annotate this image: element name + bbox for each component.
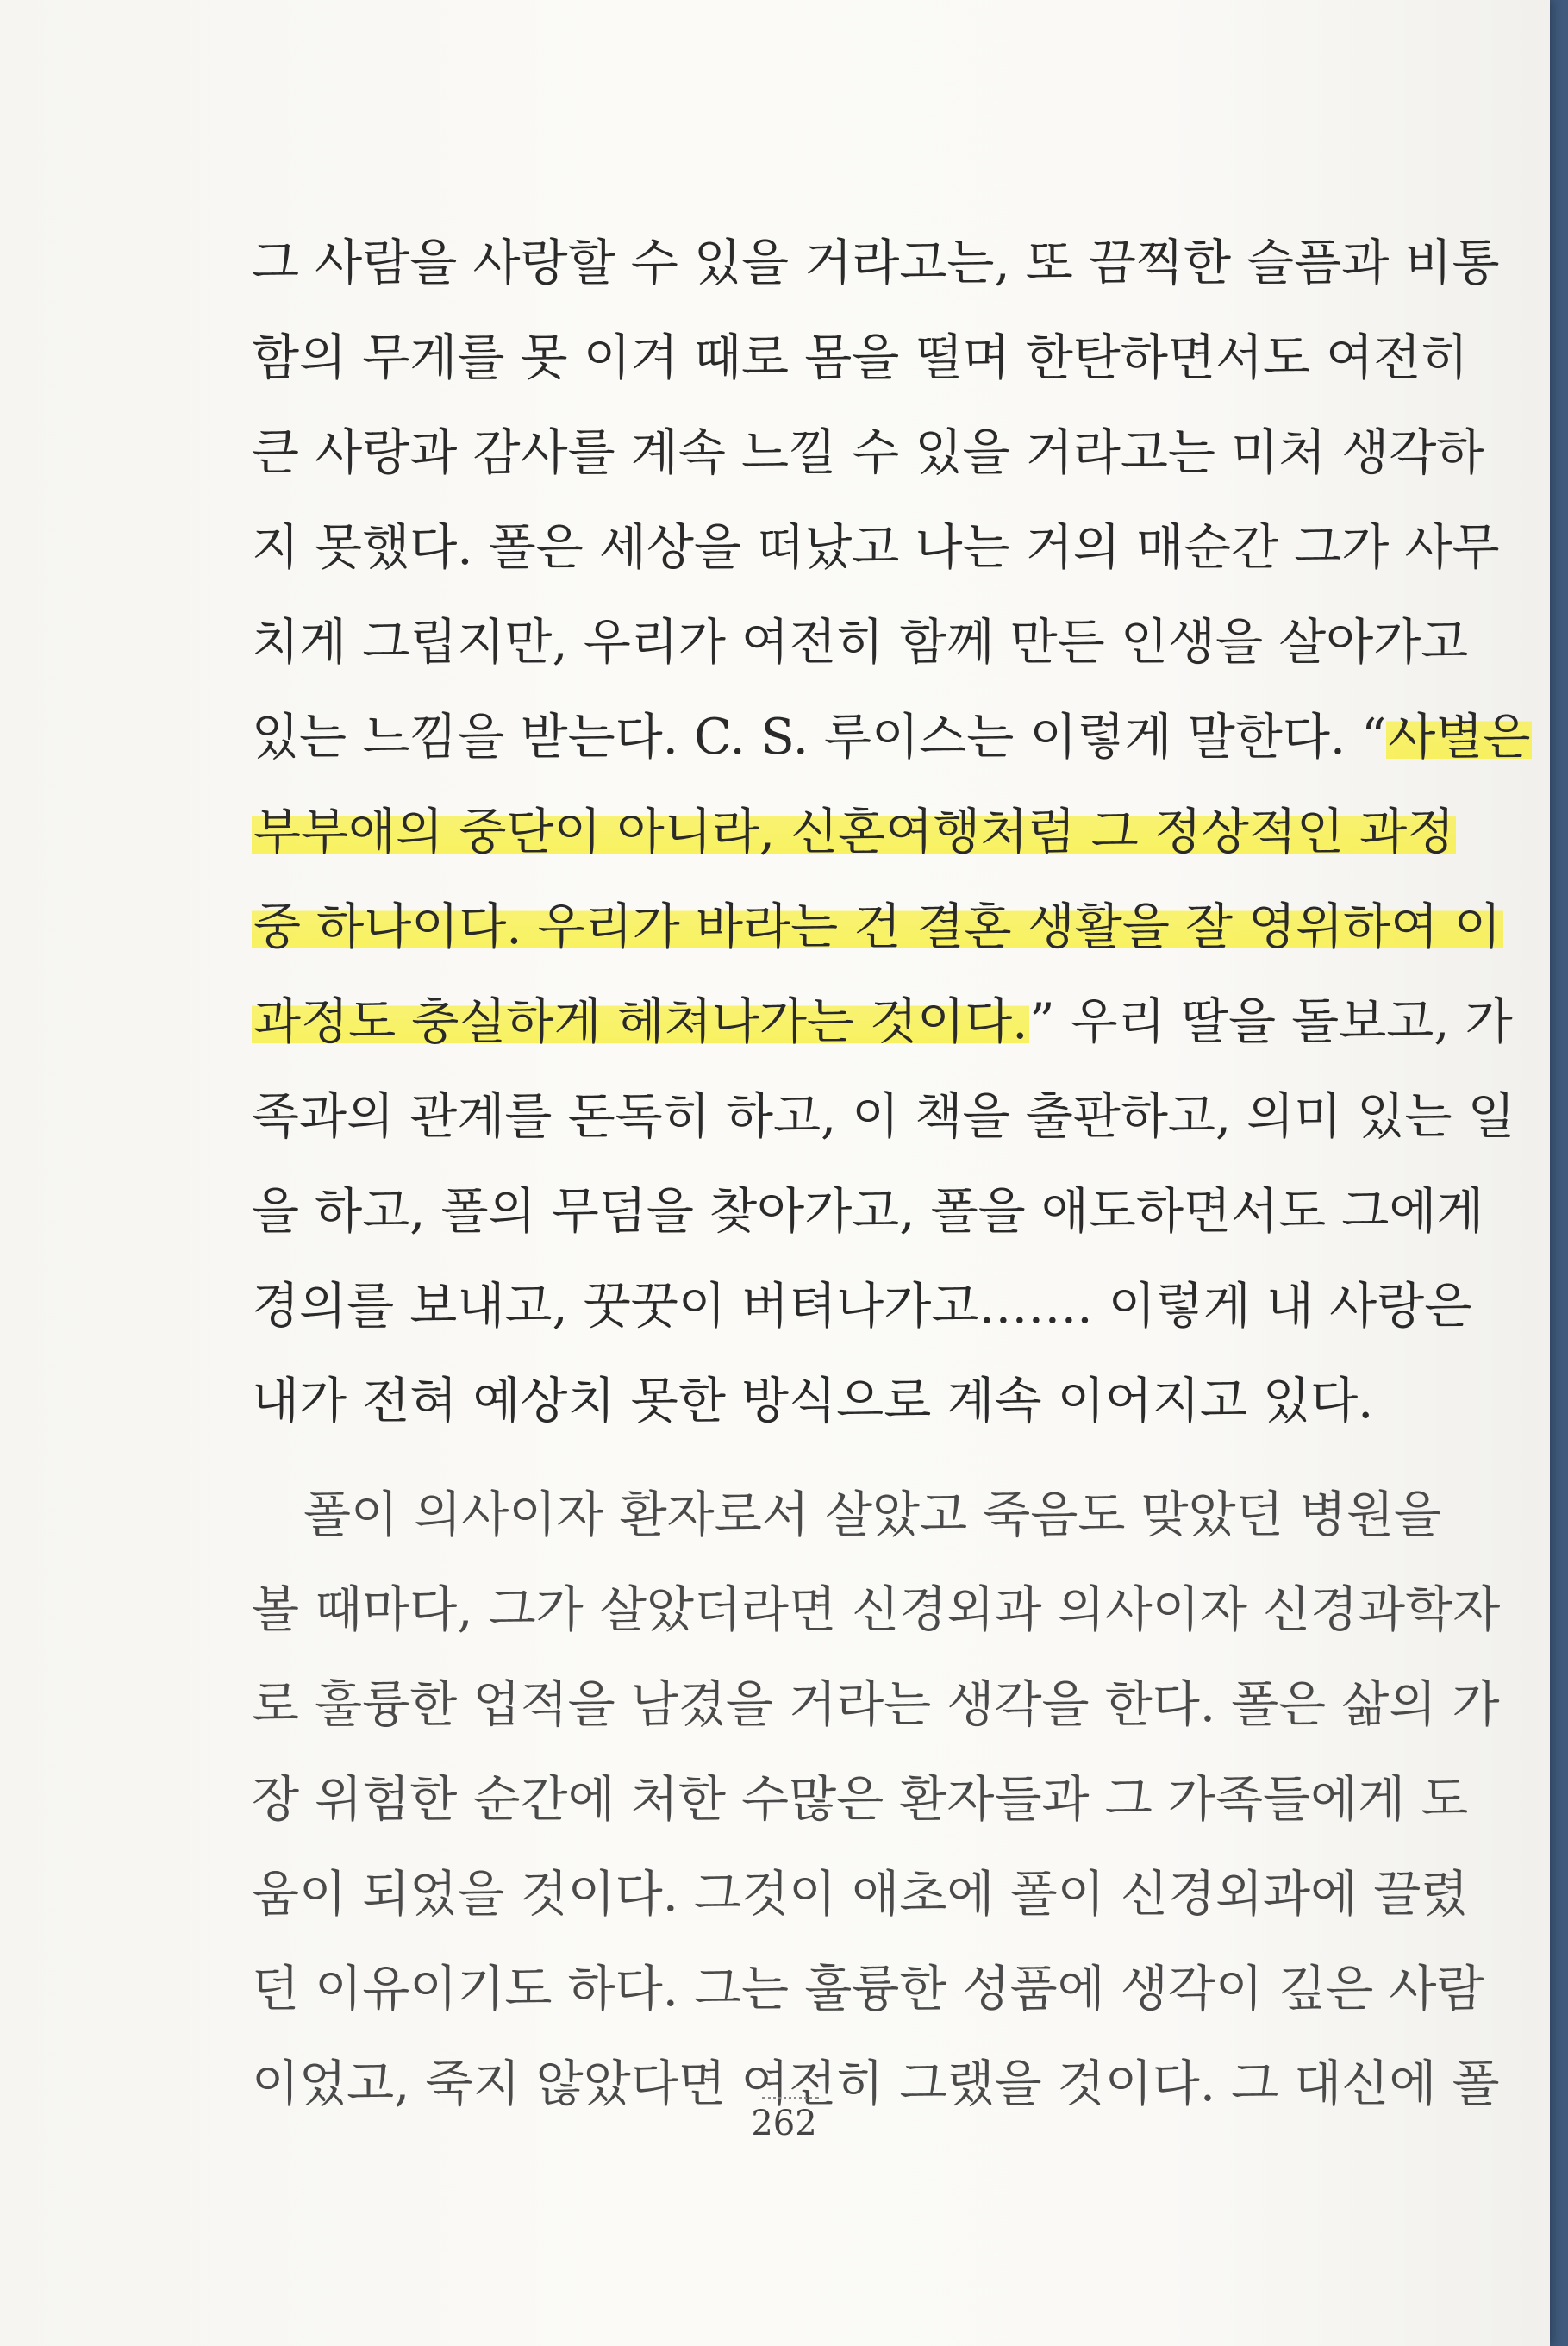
text-line: 경의를 보내고, 꿋꿋이 버텨나가고……. 이렇게 내 사랑은: [252, 1278, 1472, 1335]
highlighted-quote: 과정도 충실하게 헤쳐나가는 것이다.: [253, 993, 1028, 1050]
body-text: [252, 216, 1531, 2131]
text-line: 함의 무게를 못 이겨 때로 몸을 떨며 한탄하면서도 여전히: [252, 329, 1469, 386]
text-line: 족과의 관계를 돈독히 하고, 이 책을 출판하고, 의미 있는 일: [252, 1088, 1515, 1145]
text-line: 움이 되었을 것이다. 그것이 애초에 폴이 신경외과에 끌렸: [252, 1866, 1469, 1923]
text-line: 폴이 의사이자 환자로서 살았고 죽음도 맞았던 병원을: [303, 1486, 1442, 1543]
text-line: 내가 전혀 예상치 못한 방식으로 계속 이어지고 있다.: [252, 1373, 1374, 1429]
page-number-ornament: [762, 2097, 819, 2099]
text-line-quote-start: [252, 690, 1531, 785]
text-line: 을 하고, 폴의 무덤을 찾아가고, 폴을 애도하면서도 그에게: [252, 1183, 1484, 1240]
highlighted-quote: 사별은: [1388, 709, 1531, 766]
text-line: 지 못했다. 폴은 세상을 떠났고 나는 거의 매순간 그가 사무: [252, 519, 1500, 576]
text-line: 로 훌륭한 업적을 남겼을 거라는 생각을 한다. 폴은 삶의 가: [252, 1676, 1500, 1733]
text-line: 이었고, 죽지 않았다면 여전히 그랬을 것이다. 그 대신에 폴: [252, 2055, 1500, 2112]
text-line-quote-end: [252, 974, 1513, 1069]
text-line: 장 위험한 순간에 처한 수많은 환자들과 그 가족들에게 도: [252, 1771, 1469, 1828]
highlighted-quote: 부부애의 중단이 아니라, 신혼여행처럼 그 정상적인 과정: [253, 804, 1455, 860]
text-line: 큰 사랑과 감사를 계속 느낄 수 있을 거라고는 미처 생각하: [252, 424, 1484, 481]
paragraph-gap: [252, 1448, 1329, 1467]
text-segment: ” 우리 딸을 돌보고, 가: [1029, 993, 1513, 1050]
page-number: 262: [751, 2104, 817, 2143]
text-line: 그 사람을 사랑할 수 있을 거라고는, 또 끔찍한 슬픔과 비통: [252, 235, 1500, 291]
text-line: 볼 때마다, 그가 살았더라면 신경외과 의사이자 신경과학자: [252, 1581, 1501, 1638]
text-line-quote: [252, 785, 1455, 879]
text-segment: 있는 느낌을 받는다. C. S. 루이스는 이렇게 말한다. “: [252, 709, 1387, 766]
text-line: 치게 그립지만, 우리가 여전히 함께 만든 인생을 살아가고: [252, 614, 1469, 671]
text-line: 던 이유이기도 하다. 그는 훌륭한 성품에 생각이 깊은 사람: [252, 1961, 1484, 2018]
text-line-quote: [252, 879, 1502, 974]
highlighted-quote: 중 하나이다. 우리가 바라는 건 결혼 생활을 잘 영위하여 이: [253, 898, 1502, 955]
